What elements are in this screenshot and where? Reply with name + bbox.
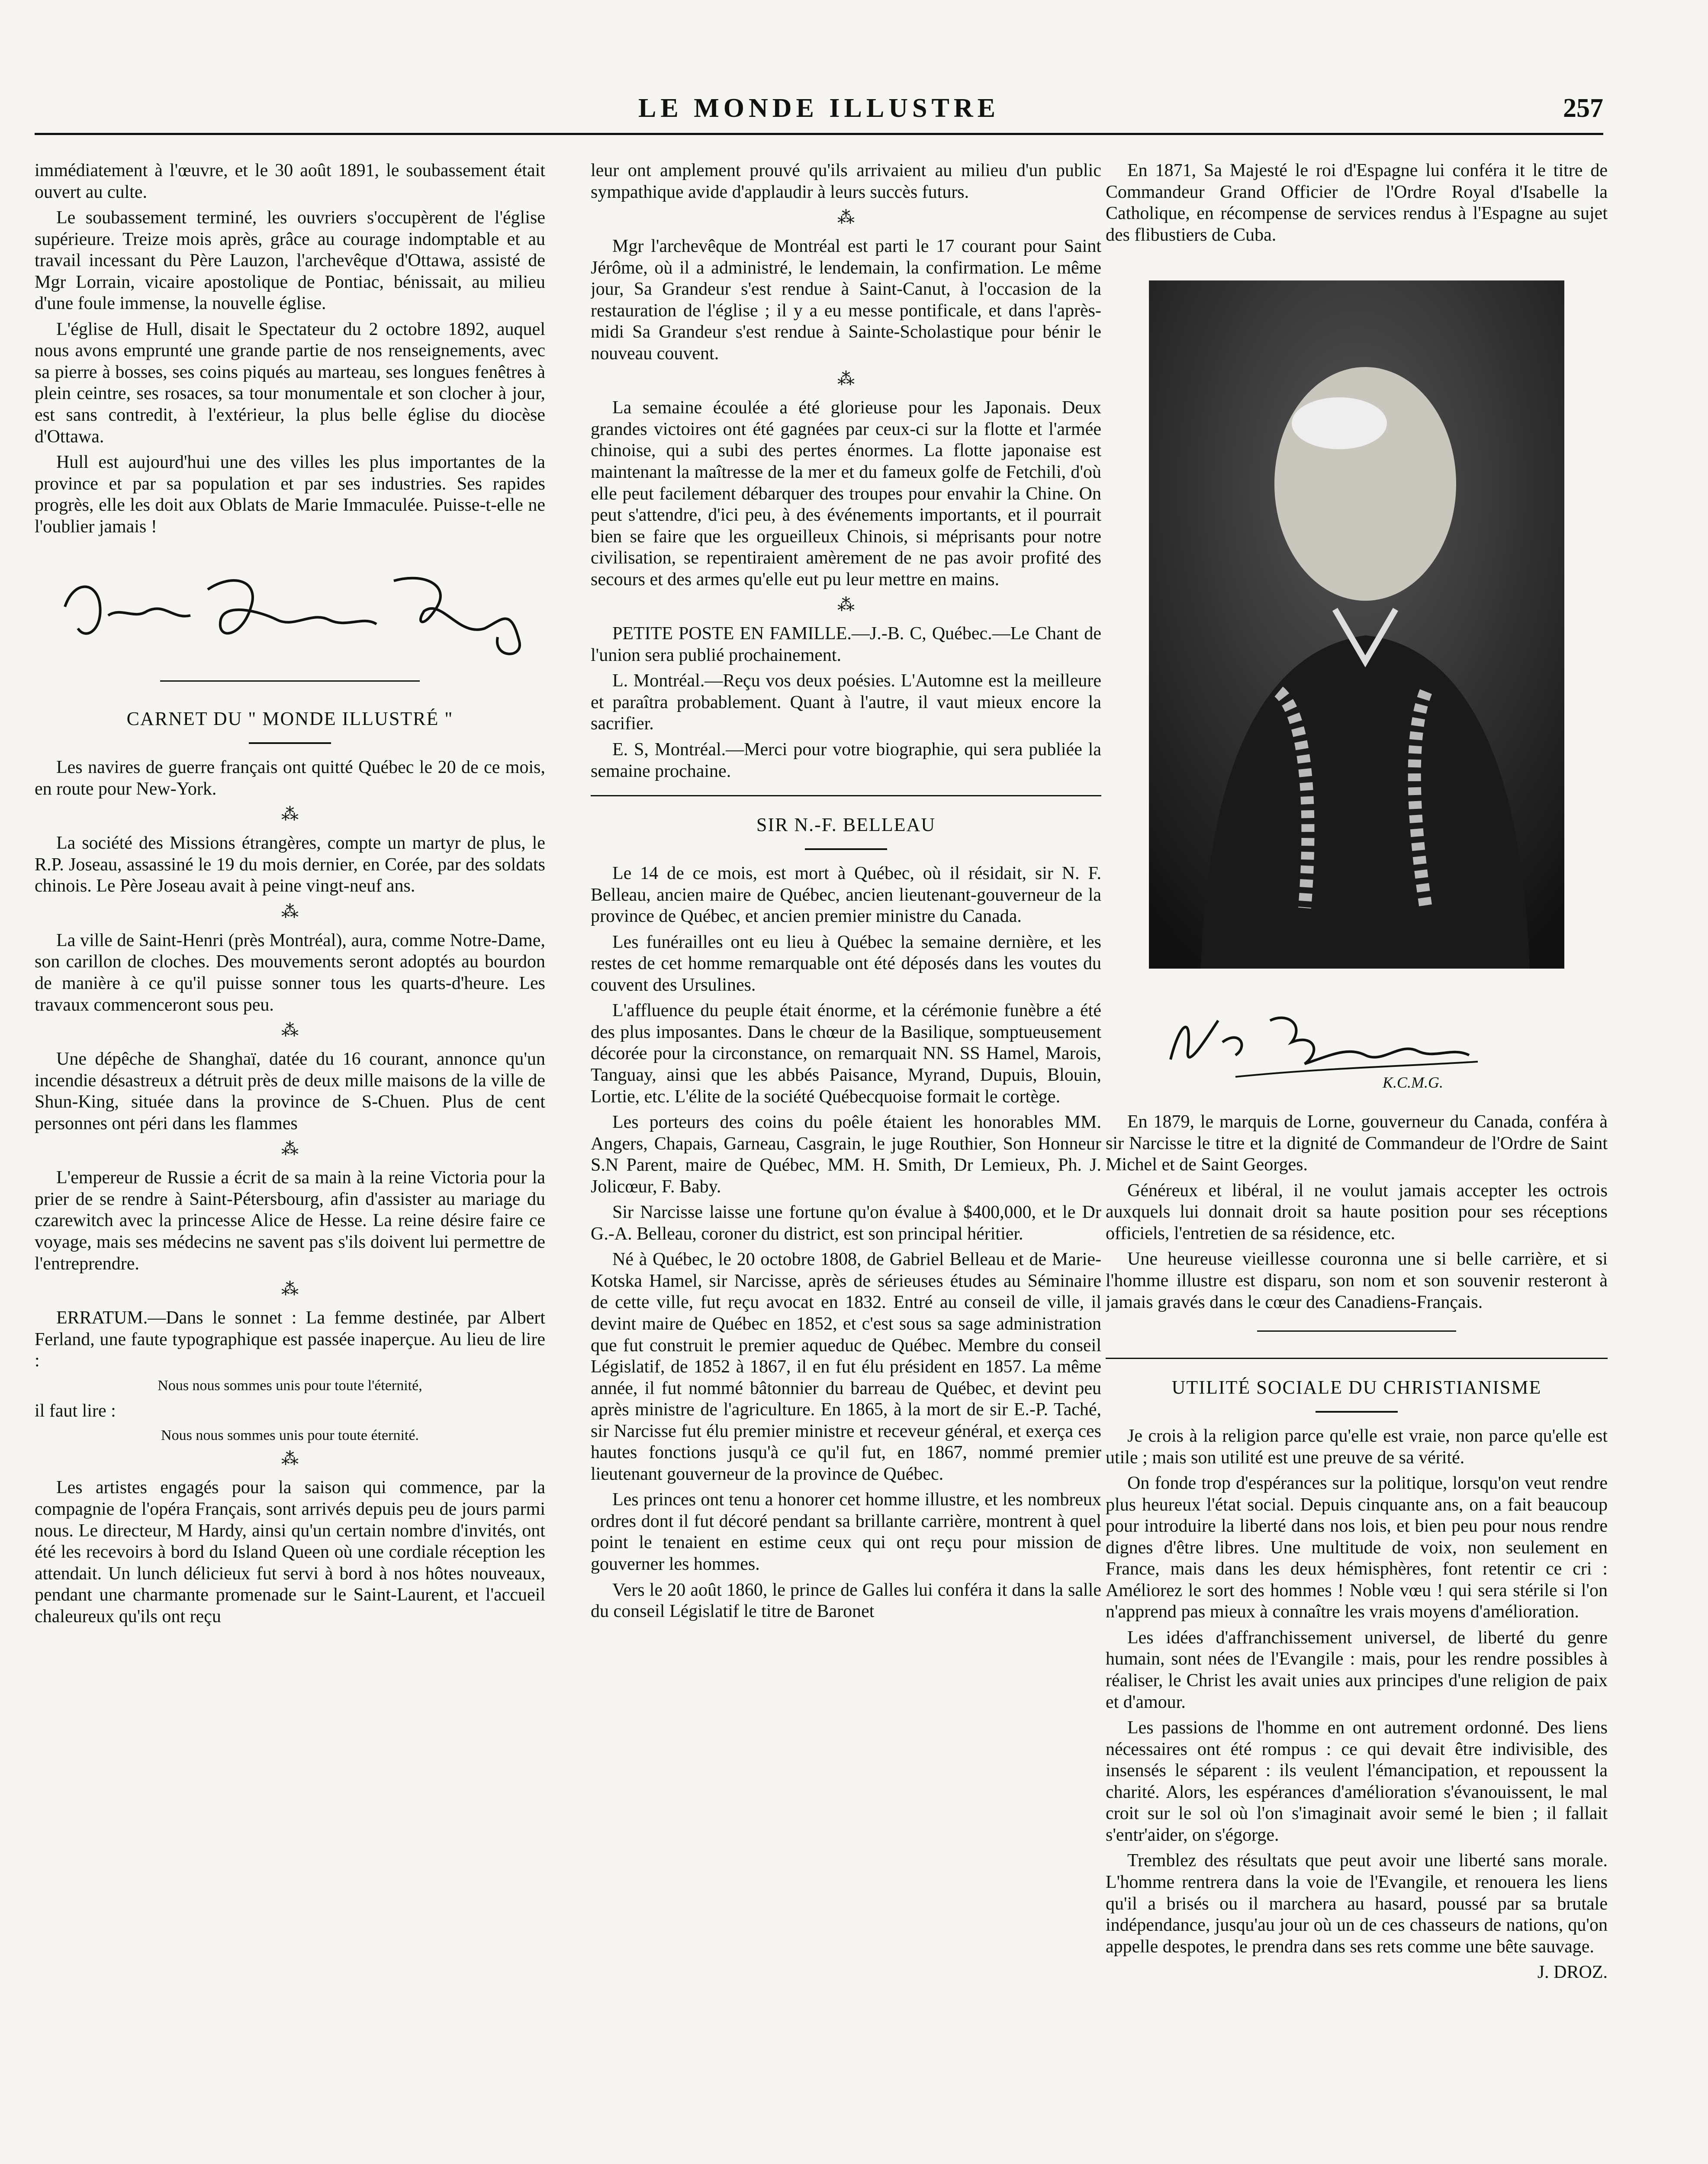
paragraph: Hull est aujourd'hui une des villes les plus importantes de la province et par sa population et par ses industries. Ses rapides progrès, elle les doit aux Oblats de Marie Immaculée. Puisse-t-elle ne l'oublier jamais ! [35, 452, 545, 537]
petite-poste-lead: PETITE POSTE EN FAMILLE. [612, 624, 852, 644]
paragraph: En 1879, le marquis de Lorne, gouverneur du Canada, conféra à sir Narcisse le titre et la dignité de Commandeur de l'Ordre de Saint Michel et de Saint Georges. [1106, 1112, 1608, 1175]
asterism: ⁂ [281, 902, 299, 921]
petite-poste [591, 623, 1101, 666]
portrait-image [1149, 280, 1564, 969]
paragraph: Les idées d'affranchissement universel, de liberté du genre humain, sont nées de l'Evangile : mais, pour les rendre possibles à réaliser, le Christ les avait unies aux principes d'une religion de paix et d'amour. [1106, 1627, 1608, 1712]
paragraph: Né à Québec, le 20 octobre 1808, de Gabriel Belleau et de Marie-Kotska Hamel, sir Narcisse, après de sérieuses études au Séminaire de cette ville, fut reçu avocat en 1832. Entré au conseil de ville, il devint maire de Québec en 1852, et c'est sous sa sage administration que fut construit le premier aqueduc de Québec. Membre du conseil Législatif, de 1852 à 1867, il en fut élu président en 1857. La même année, il fut nommé bâtonnier du barreau de Québec, et devint peu après ministre de l'agriculture. En 1865, à la mort de sir E.-P. Taché, sir Narcisse fut élu premier ministre et receveur général, et exerça ces hautes fonctions jusqu'à ce qu'il fut, en 1867, nommé premier lieutenant gouverneur de la province de Québec. [591, 1249, 1101, 1484]
portrait-signature [1106, 986, 1608, 1094]
asterism: ⁂ [837, 369, 855, 389]
paragraph: Les funérailles ont eu lieu à Québec la semaine dernière, et les restes de cet homme remarquable ont été déposés dans les voutes du couvent des Ursulines. [591, 932, 1101, 995]
paragraph: Une heureuse vieillesse couronna une si belle carrière, et si l'homme illustre est disparu, son nom et son souvenir resteront à jamais gravés dans le cœur des Canadiens-Français. [1106, 1249, 1608, 1312]
signature-postnominal: K.C.M.G. [1383, 1074, 1444, 1092]
asterism: ⁂ [281, 1139, 299, 1159]
asterism: ⁂ [281, 1279, 299, 1299]
paragraph: On fonde trop d'espérances sur la politique, lorsqu'on veut rendre plus heureux l'état social. Depuis cinquante ans, on a fait beaucoup pour introduire la liberté dans nos lois, et bien peu pour nous rendre dignes d'être libres. Une multitude de voix, non seulement en France, mais dans les deux hémisphères, font retentir ce cri : Améliorez le sort des hommes ! Noble vœu ! qui sera stérile si l'on n'apprend pas mieux à connaître les vrais moyens d'amélioration. [1106, 1473, 1608, 1622]
heading-rule [1316, 1411, 1398, 1413]
petite-poste-text: —J.-B. C, Québec.—Le Chant de l'union sera publié prochainement. [591, 624, 1101, 665]
news-item: Les navires de guerre français ont quitté Québec le 20 de ce mois, en route pour New-York. [35, 757, 545, 799]
paragraph: L'église de Hull, disait le Spectateur du 2 octobre 1892, auquel nous avons emprunté une grande partie de nos renseignements, avec sa pierre à bosses, ses coins piqués au marteau, ses longues fenêtres à plein ceintre, ses rosaces, sa tour monumentale et son clocher à jour, est sans contredit, à l'extérieur, la plus belle église du diocèse d'Ottawa. [35, 319, 545, 447]
paragraph: Je crois à la religion parce qu'elle est vraie, non parce qu'elle est utile ; mais son utilité est une preuve de sa vérité. [1106, 1426, 1608, 1468]
paragraph: Mgr l'archevêque de Montréal est parti le 17 courant pour Saint Jérôme, où il a administré, le lendemain, la confirmation. Le même jour, Sa Grandeur s'est rendue à Saint-Canut, à l'occasion de la restauration de l'église ; il y a eu messe pontificale, et dans l'après-midi Sa Grandeur s'est rendue à Sainte-Scholastique pour bénir le nouveau couvent. [591, 236, 1101, 364]
page-number: 257 [1563, 93, 1603, 123]
section-heading: CARNET DU " MONDE ILLUSTRÉ " [126, 708, 454, 730]
quoted-line: Nous nous sommes unis pour toute l'éternité, [158, 1377, 422, 1394]
section-divider [160, 680, 420, 682]
section-rule [1106, 1358, 1608, 1359]
erratum-lead: ERRATUM. [56, 1308, 148, 1328]
column-1 [35, 160, 545, 2164]
petite-poste: L. Montréal.—Reçu vos deux poésies. L'Automne est la meilleure et paraîtra probablement. Quant à l'autre, il vaut mieux encore la sacrifier. [591, 671, 1101, 734]
paragraph: leur ont amplement prouvé qu'ils arrivaient au milieu d'un public sympathique avide d'applaudir à leurs succès futurs. [591, 161, 1101, 202]
asterism: ⁂ [281, 805, 299, 824]
paragraph: Généreux et libéral, il ne voulut jamais accepter les octrois auxquels lui donnait droit sa haute position pour ses réceptions officiels, l'entretien de sa résidence, etc. [1106, 1180, 1608, 1243]
heading-rule [805, 848, 887, 850]
signature-image [35, 555, 545, 663]
paragraph: En 1871, Sa Majesté le roi d'Espagne lui conféra it le titre de Commandeur Grand Officier de l'Ordre Royal d'Isabelle la Catholique, en récompense de services rendus à l'Espagne au sujet des flibustiers de Cuba. [1106, 161, 1608, 245]
heading-rule [249, 742, 331, 744]
paragraph: Les porteurs des coins du poêle étaient les honorables MM. Angers, Chapais, Garneau, Casgrain, le juge Routhier, Son Honneur S.N Parent, maire de Québec, MM. H. Smith, Dr Lemieux, Ph. J. Jolicœur, F. Baby. [591, 1112, 1101, 1197]
asterism: ⁂ [281, 1021, 299, 1040]
column-3 [1106, 160, 1608, 2164]
masthead-rule [35, 133, 1603, 135]
paragraph: La semaine écoulée a été glorieuse pour les Japonais. Deux grandes victoires ont été gagnées par ceux-ci sur la flotte et l'armée chinoise, qui a subi des pertes énormes. La flotte japonaise est maintenant la maîtresse de la mer et du fameux golfe de Fetchili, d'où elle peut facilement débarquer des troupes pour envahir la Chine. On peut s'attendre, d'ici peu, à des événements importants, et il pourrait bien se faire que les orgueilleux Chinois, si méprisants pour notre civilisation, se repentiraient amèrement de ne pas avoir profité des secours et des armes qu'elle eut pu leur mettre en mains. [591, 398, 1101, 589]
news-item: L'empereur de Russie a écrit de sa main à la reine Victoria pour la prier de se rendre à Saint-Pétersbourg, afin d'assister au mariage du czarewitch avec la princesse Alice de Hesse. La reine désire faire ce voyage, mais ses médecins ne savent pas s'ils doivent lui permettre de l'entreprendre. [35, 1168, 545, 1274]
paragraph: immédiatement à l'œuvre, et le 30 août 1891, le soubassement était ouvert au culte. [35, 161, 545, 202]
newspaper-title: LE MONDE ILLUSTRE [638, 93, 1000, 123]
news-item: Les artistes engagés pour la saison qui commence, par la compagnie de l'opéra Français, sont arrivés depuis peu de jours parmi nous. Le directeur, M Hardy, ainsi qu'un certain nombre d'invités, ont été les recevoirs à bord du Island Queen où une cordiale réception les attendait. Un lunch délicieux fut servi à bord à nos hôtes nouveaux, pendant une charmante promenade sur le Saint-Laurent, et l'accueil chaleureux qu'ils ont reçu [35, 1478, 545, 1626]
section-heading: UTILITÉ SOCIALE DU CHRISTIANISME [1171, 1377, 1542, 1398]
paragraph: Le soubassement terminé, les ouvriers s'occupèrent de l'église supérieure. Treize mois après, grâce au courage indomptable et au travail incessant du Père Lauzon, l'archevêque d'Ottawa, assisté de Mgr Lorrain, vicaire apostolique de Pontiac, bénissait, au milieu d'une foule immense, la nouvelle église. [35, 208, 545, 314]
paragraph: Le 14 de ce mois, est mort à Québec, où il résidait, sir N. F. Belleau, ancien maire de Québec, ancien lieutenant-gouverneur de la province de Québec, et ancien premier ministre du Canada. [591, 863, 1101, 927]
paragraph: Tremblez des résultats que peut avoir une liberté sans morale. L'homme rentrera dans la voie de l'Evangile, et renouera les liens qu'il a brisés ou il marchera au hasard, poussé par sa brutale indépendance, jusqu'au jour où un de ces chasseurs de nations, qu'on appelle despotes, le prendra dans ses rets comme une bête sauvage. [1106, 1851, 1608, 1957]
section-divider [591, 795, 1101, 796]
masthead [35, 93, 1603, 141]
section-heading: SIR N.-F. BELLEAU [756, 814, 936, 836]
faut-lire: il faut lire : [35, 1401, 116, 1421]
paragraph: L'affluence du peuple était énorme, et la cérémonie funèbre a été des plus imposantes. Dans le chœur de la Basilique, somptueusement décorée pour la circonstance, on remarquait NN. SS Hamel, Marois, Tanguay, ainsi que les abbés Paisance, Myrand, Dupuis, Blouin, Lortie, etc. L'élite de la société Québecquoise formait le cortège. [591, 1001, 1101, 1107]
petite-poste: E. S, Montréal.—Merci pour votre biographie, qui sera publiée la semaine prochaine. [591, 740, 1101, 781]
erratum-item [35, 1307, 545, 1372]
paragraph: Sir Narcisse laisse une fortune qu'on évalue à $400,000, et le Dr G.-A. Belleau, coroner du district, est son principal héritier. [591, 1202, 1101, 1244]
news-item: Une dépêche de Shanghaï, datée du 16 courant, annonce qu'un incendie désastreux a détruit près de deux mille maisons de la ville de Shun-King, située dans la province de S-Chuen. Plus de cent personnes ont péri dans les flammes [35, 1049, 545, 1134]
paragraph: Vers le 20 août 1860, le prince de Galles lui conféra it dans la salle du conseil Législatif le titre de Baronet [591, 1580, 1101, 1622]
paragraph: Les passions de l'homme en ont autrement ordonné. Des liens nécessaires ont été rompus : ce qui devait être indivisible, des insensés le séparent : ils veulent l'émancipation, et repoussent la charité. Alors, les espérances d'amélioration s'évanouissent, le mal croit sur le sol où l'on s'imaginait avoir semé le bien ; il fallait s'entr'aider, on s'égorge. [1106, 1718, 1608, 1845]
asterism: ⁂ [837, 208, 855, 228]
column-2 [591, 160, 1101, 2164]
section-divider [1257, 1330, 1456, 1332]
asterism: ⁂ [281, 1449, 299, 1469]
news-item: La ville de Saint-Henri (près Montréal), aura, comme Notre-Dame, son carillon de cloches. Des mouvements seront adoptés au bourdon de manière à ce qu'il puisse sonner tous les quarts-d'heure. Les travaux commenceront sous peu. [35, 930, 545, 1015]
erratum-text: —Dans le sonnet : La femme destinée, par Albert Ferland, une faute typographique est passée inaperçue. Au lieu de lire : [35, 1308, 545, 1371]
asterism: ⁂ [837, 595, 855, 615]
quoted-line: Nous nous sommes unis pour toute éternité. [161, 1427, 419, 1444]
paragraph: Les princes ont tenu a honorer cet homme illustre, et les nombreux ordres dont il fut décoré pendant sa brillante carrière, montrent à quel point le tenaient en estime ceux qui ont reçu pour mission de gouverner les hommes. [591, 1490, 1101, 1574]
article-author: J. DROZ. [1537, 1962, 1608, 1983]
news-item: La société des Missions étrangères, compte un martyr de plus, le R.P. Joseau, assassiné le 19 du mois dernier, en Corée, par des soldats chinois. Le Père Joseau avait à peine vingt-neuf ans. [35, 833, 545, 896]
